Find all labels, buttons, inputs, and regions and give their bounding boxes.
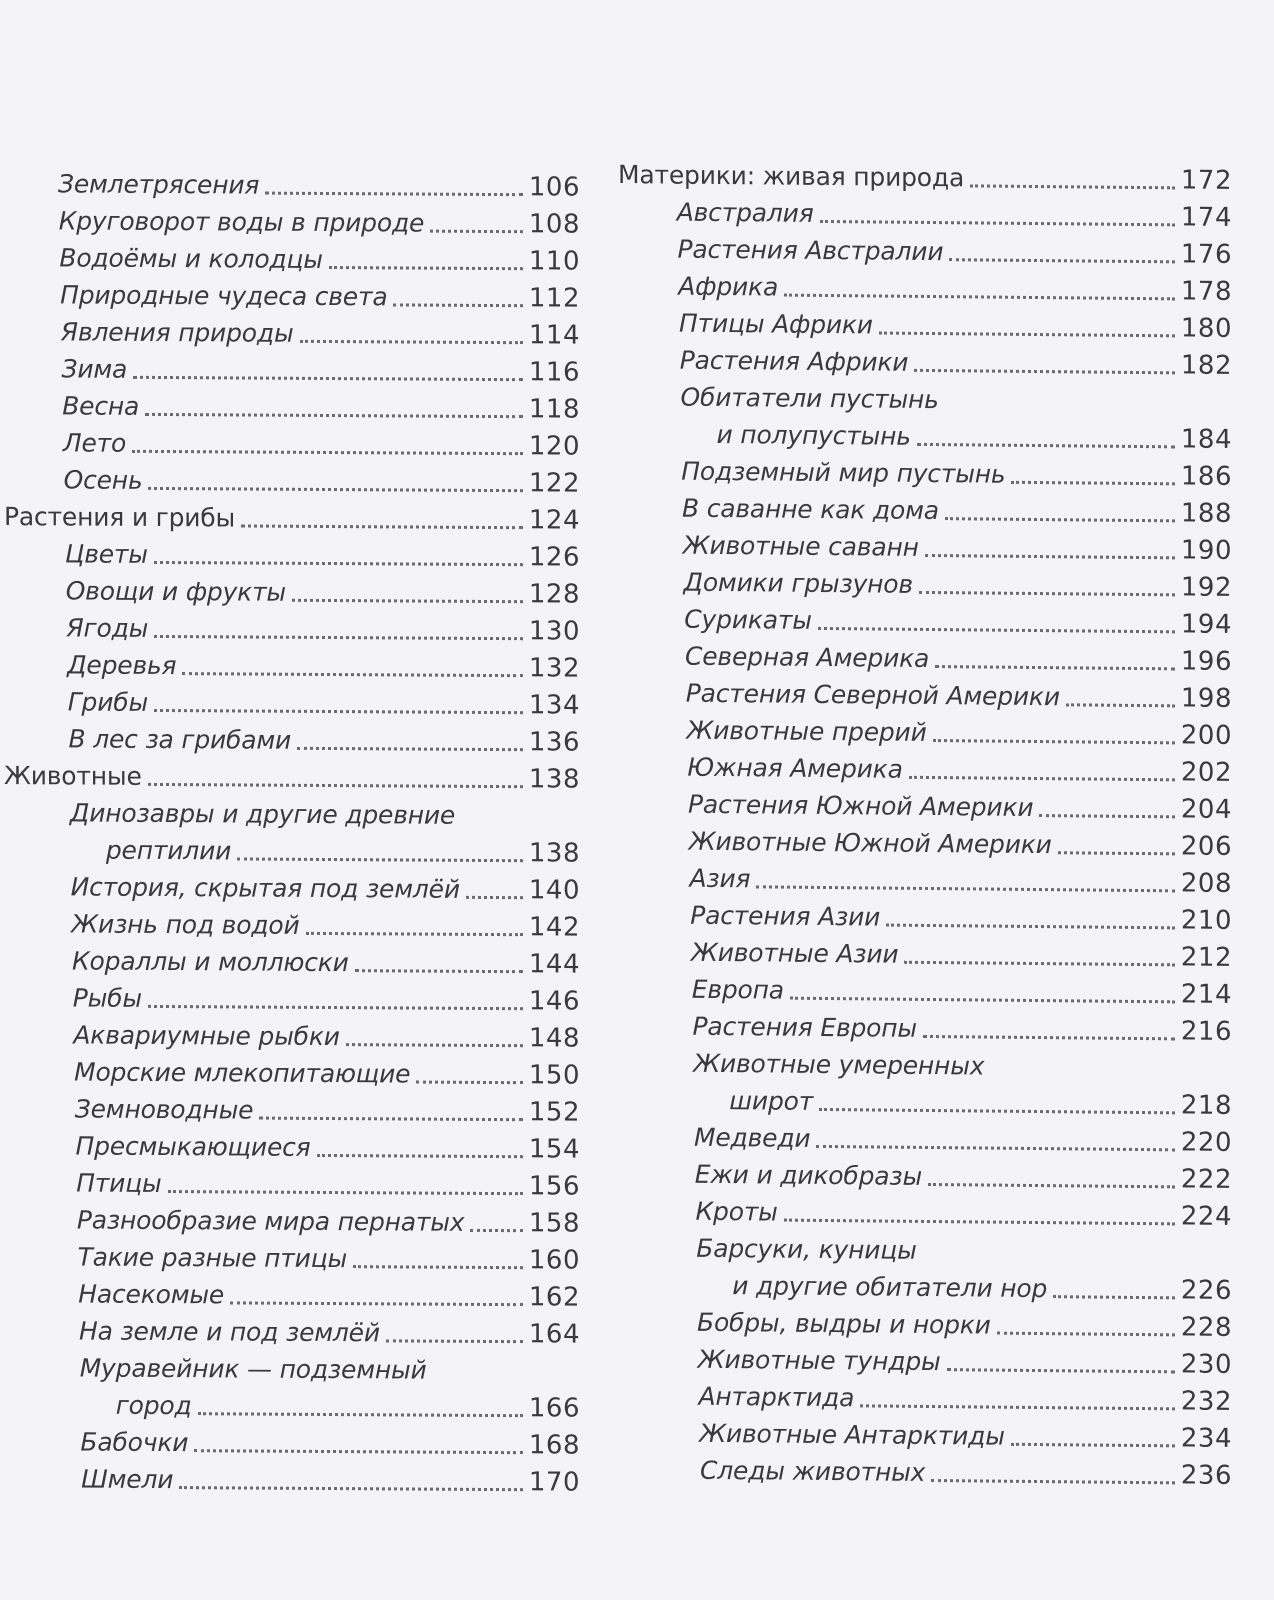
page-number: 112: [528, 283, 580, 314]
page-number: 192: [1180, 572, 1232, 603]
toc-entry: [0, 643, 580, 684]
page-number: 154: [528, 1134, 580, 1165]
page-number: 166: [528, 1393, 580, 1424]
dot-leader: [179, 1486, 523, 1491]
toc-entry: [0, 310, 580, 351]
toc-section-entry: [618, 153, 1232, 196]
page-number: 228: [1180, 1312, 1232, 1343]
entry-title: Грибы: [67, 687, 148, 717]
dot-leader: [237, 857, 523, 862]
entry-title: Разнообразие мира пернатых: [76, 1205, 465, 1237]
toc-entry: [618, 1448, 1232, 1491]
dot-leader: [935, 665, 1175, 670]
entry-title: На земле и под землёй: [79, 1316, 380, 1348]
page-number: 138: [528, 838, 580, 869]
toc-entry: [618, 893, 1232, 936]
toc-entry: [618, 560, 1232, 603]
page-number: 152: [528, 1097, 580, 1128]
entry-title: широт: [729, 1086, 814, 1116]
page-number: 180: [1180, 313, 1232, 344]
dot-leader: [928, 1183, 1175, 1188]
dot-leader: [386, 1339, 523, 1343]
entry-title: Барсуки, куницы: [696, 1233, 917, 1265]
dot-leader: [917, 443, 1175, 448]
page-number: 118: [528, 394, 580, 425]
page-number: 226: [1180, 1275, 1232, 1306]
dot-leader: [784, 294, 1175, 301]
page-number: 186: [1180, 461, 1232, 492]
toc-entry: [0, 606, 580, 647]
entry-title: Аквариумные рыбки: [73, 1020, 340, 1052]
entry-title: Подземный мир пустынь: [681, 456, 1006, 489]
entry-title: Азия: [689, 863, 751, 894]
toc-entry: [618, 301, 1232, 344]
entry-title: Муравейник — подземный: [79, 1353, 427, 1385]
toc-entry: [0, 236, 580, 277]
page-number: 114: [528, 320, 580, 351]
page-number: 182: [1180, 350, 1232, 381]
toc-entry: [618, 597, 1232, 640]
toc-entry: [618, 782, 1232, 825]
entry-title: Материки: живая природа: [618, 160, 965, 193]
entry-title: Растения Северной Америки: [685, 678, 1060, 712]
entry-title: Животные саванн: [682, 530, 919, 562]
entry-title: Домики грызунов: [683, 567, 913, 599]
page-number: 138: [528, 764, 580, 795]
entry-title: Африка: [678, 271, 779, 302]
page-number: 106: [528, 172, 580, 203]
page-number: 236: [1180, 1460, 1232, 1491]
page-number: 162: [528, 1282, 580, 1313]
page-number: 136: [528, 727, 580, 758]
toc-left-column: [0, 162, 580, 1498]
entry-title: Животные Антарктиды: [699, 1418, 1005, 1451]
entry-title: Растения Австралии: [677, 234, 944, 267]
page-number: 120: [528, 431, 580, 462]
toc-entry: [0, 458, 580, 499]
dot-leader: [198, 1412, 523, 1417]
dot-leader: [931, 1479, 1175, 1484]
page-number: 124: [528, 505, 580, 536]
dot-leader: [470, 1229, 522, 1232]
entry-title: В саванне как дома: [682, 493, 939, 526]
page-number: 130: [528, 616, 580, 647]
dot-leader: [1066, 703, 1175, 707]
toc-entry: [618, 1115, 1232, 1158]
page-number: 196: [1180, 646, 1232, 677]
dot-leader: [292, 599, 523, 603]
page-number: 132: [528, 653, 580, 684]
dot-leader: [784, 1219, 1175, 1226]
dot-leader: [819, 1108, 1175, 1114]
entry-title: Европа: [691, 974, 784, 1005]
page-number: 160: [528, 1245, 580, 1276]
entry-title: Следы животных: [700, 1455, 926, 1487]
dot-leader: [300, 340, 523, 344]
toc-entry: [0, 421, 580, 462]
page-number: 150: [528, 1060, 580, 1091]
toc-entry: [0, 347, 580, 388]
toc-entry: [618, 523, 1232, 566]
page-number: 230: [1180, 1349, 1232, 1380]
entry-title: Землетрясения: [58, 169, 260, 200]
dot-leader: [346, 1043, 523, 1047]
dot-leader: [148, 783, 523, 788]
dot-leader: [297, 747, 523, 751]
toc-entry: [0, 569, 580, 610]
toc-entry: [0, 1050, 580, 1091]
dot-leader: [886, 924, 1175, 930]
toc-entry: [0, 1198, 580, 1239]
toc-entry: [0, 1420, 580, 1461]
entry-title: Обитатели пустынь: [680, 382, 939, 415]
page-number: 178: [1180, 276, 1232, 307]
dot-leader: [132, 450, 523, 455]
toc-entry: [0, 1272, 580, 1313]
entry-title: Животные прерий: [686, 715, 927, 747]
page-number: 164: [528, 1319, 580, 1350]
page-number: 210: [1180, 905, 1232, 936]
page-number: 126: [528, 542, 580, 573]
entry-title: Кроты: [695, 1196, 778, 1227]
dot-leader: [194, 1449, 523, 1454]
toc-entry: [618, 338, 1232, 381]
entry-title: Животные Южной Америки: [688, 826, 1052, 860]
dot-leader: [133, 376, 523, 381]
page-number: 232: [1180, 1386, 1232, 1417]
entry-title: и полупустынь: [716, 419, 911, 451]
entry-title: Динозавры и другие древние: [69, 798, 456, 830]
dot-leader: [416, 1081, 522, 1085]
entry-title: Овощи и фрукты: [65, 576, 286, 607]
entry-title: Такие разные птицы: [77, 1242, 348, 1274]
entry-title: Животные: [4, 761, 142, 791]
dot-leader: [904, 961, 1174, 967]
toc-entry: [618, 190, 1232, 233]
toc-entry: [0, 1087, 580, 1128]
entry-title: Ежи и дикобразы: [694, 1159, 923, 1191]
dot-leader: [265, 192, 523, 197]
entry-title: Пресмыкающиеся: [75, 1131, 311, 1162]
toc-entry: [0, 976, 580, 1017]
dot-leader: [790, 997, 1175, 1004]
dot-leader: [466, 896, 523, 899]
dot-leader: [945, 517, 1175, 522]
toc-entry: [618, 1226, 1232, 1306]
entry-title: Антарктида: [698, 1381, 855, 1413]
dot-leader: [259, 1117, 523, 1122]
page-number: 148: [528, 1023, 580, 1054]
entry-title: Птицы: [76, 1168, 162, 1198]
page-number: 128: [528, 579, 580, 610]
entry-title: город: [115, 1390, 192, 1421]
entry-title: Жизнь под водой: [71, 909, 300, 940]
toc-entry: [618, 819, 1232, 862]
entry-title: Явления природы: [60, 317, 294, 348]
toc-entry: [618, 856, 1232, 899]
entry-title: Природные чудеса света: [60, 280, 388, 312]
toc-entry: [0, 1309, 580, 1350]
dot-leader: [154, 561, 523, 566]
page-number: 142: [528, 912, 580, 943]
entry-title: Водоёмы и колодцы: [59, 243, 323, 274]
dot-leader: [148, 487, 522, 492]
dot-leader: [1011, 1443, 1175, 1448]
entry-title: Северная Америка: [685, 641, 930, 673]
toc-entry: [0, 1346, 580, 1424]
dot-leader: [145, 413, 523, 418]
entry-title: Сурикаты: [684, 604, 812, 635]
toc-entry: [0, 1124, 580, 1165]
page-number: 234: [1180, 1423, 1232, 1454]
dot-leader: [879, 332, 1175, 338]
dot-leader: [1011, 481, 1174, 486]
page-number: 204: [1180, 794, 1232, 825]
toc-entry: [0, 791, 580, 869]
toc-entry: [0, 199, 580, 240]
toc-right-column: [618, 153, 1232, 1491]
toc-entry: [0, 532, 580, 573]
entry-title: Насекомые: [78, 1279, 225, 1310]
toc-entry: [0, 1235, 580, 1276]
toc-entry: [618, 1152, 1232, 1195]
entry-title: Кораллы и моллюски: [72, 946, 349, 978]
toc-entry: [618, 1004, 1232, 1047]
dot-leader: [914, 369, 1175, 375]
dot-leader: [241, 524, 523, 529]
page-number: 194: [1180, 609, 1232, 640]
dot-leader: [909, 776, 1175, 782]
dot-leader: [860, 1404, 1175, 1410]
toc-entry: [618, 1374, 1232, 1417]
dot-leader: [230, 1301, 523, 1306]
toc-entry: [0, 1161, 580, 1202]
toc-entry: [0, 1013, 580, 1054]
page-number: 172: [1180, 165, 1232, 196]
entry-title: Австралия: [676, 197, 814, 228]
page-number: 202: [1180, 757, 1232, 788]
entry-title: Птицы Африки: [679, 308, 873, 340]
dot-leader: [818, 627, 1175, 633]
toc-entry: [618, 745, 1232, 788]
entry-title: Лето: [62, 428, 127, 458]
dot-leader: [168, 1190, 523, 1195]
page-number: 184: [1180, 424, 1232, 455]
page-number: 146: [528, 986, 580, 1017]
page-number: 198: [1180, 683, 1232, 714]
dot-leader: [923, 1035, 1175, 1040]
dot-leader: [329, 266, 523, 270]
entry-title: Круговорот воды в природе: [58, 206, 425, 238]
toc-entry: [618, 1337, 1232, 1380]
page-number: 218: [1180, 1090, 1232, 1121]
toc-entry: [618, 264, 1232, 307]
dot-leader: [355, 969, 523, 973]
dot-leader: [949, 258, 1174, 263]
toc-entry: [0, 162, 580, 203]
dot-leader: [947, 1368, 1175, 1373]
entry-title: В лес за грибами: [68, 724, 292, 755]
dot-leader: [816, 1145, 1174, 1151]
page-number: 190: [1180, 535, 1232, 566]
page-number: 168: [528, 1430, 580, 1461]
page-number: 122: [528, 468, 580, 499]
entry-title: Растения Южной Америки: [688, 789, 1034, 822]
dot-leader: [925, 554, 1175, 559]
entry-title: Рыбы: [72, 983, 142, 1013]
entry-title: Бобры, выдры и норки: [697, 1307, 991, 1340]
entry-title: Южная Америка: [687, 752, 903, 784]
dot-leader: [820, 220, 1175, 226]
toc-entry: [618, 930, 1232, 973]
toc-entry: [0, 680, 580, 721]
page-number: 200: [1180, 720, 1232, 751]
dot-leader: [1039, 814, 1174, 818]
entry-title: Ягоды: [66, 613, 149, 643]
dot-leader: [970, 184, 1175, 189]
entry-title: Земноводные: [74, 1094, 254, 1125]
toc-entry: [618, 1300, 1232, 1343]
entry-title: Животные умеренных: [693, 1048, 985, 1081]
toc-section-entry: [0, 754, 580, 795]
page-number: 116: [528, 357, 580, 388]
dot-leader: [756, 885, 1174, 892]
toc-entry: [618, 227, 1232, 270]
page-number: 220: [1180, 1127, 1232, 1158]
page-number: 208: [1180, 868, 1232, 899]
toc-entry: [0, 384, 580, 425]
toc-entry: [618, 671, 1232, 714]
page-number: 176: [1180, 239, 1232, 270]
entry-title: Растения Европы: [692, 1011, 917, 1043]
page-number: 212: [1180, 942, 1232, 973]
dot-leader: [997, 1332, 1175, 1337]
toc-entry: [618, 449, 1232, 492]
entry-title: Весна: [62, 391, 140, 421]
toc-entry: [618, 708, 1232, 751]
page-number: 224: [1180, 1201, 1232, 1232]
dot-leader: [1053, 1295, 1175, 1299]
toc-entry: [618, 634, 1232, 677]
entry-title: Растения Африки: [679, 345, 909, 377]
toc-section-entry: [0, 495, 580, 536]
dot-leader: [1058, 851, 1175, 855]
entry-title: Растения Азии: [690, 900, 881, 932]
toc-entry: [618, 375, 1232, 455]
entry-title: Зима: [61, 354, 128, 384]
entry-title: рептилии: [105, 835, 232, 866]
dot-leader: [148, 1005, 523, 1010]
page-number: 222: [1180, 1164, 1232, 1195]
page-number: 134: [528, 690, 580, 721]
entry-title: Деревья: [67, 650, 177, 681]
page-number: 110: [528, 246, 580, 277]
page-number: 140: [528, 875, 580, 906]
entry-title: и другие обитатели нор: [732, 1271, 1048, 1304]
page-number: 108: [528, 209, 580, 240]
dot-leader: [317, 1154, 523, 1158]
page-number: 206: [1180, 831, 1232, 862]
dot-leader: [353, 1265, 523, 1269]
toc-entry: [0, 939, 580, 980]
entry-title: Медведи: [694, 1122, 811, 1153]
toc-entry: [0, 717, 580, 758]
page-number: 144: [528, 949, 580, 980]
toc-entry: [618, 486, 1232, 529]
entry-title: Растения и грибы: [4, 502, 236, 533]
toc-entry: [618, 967, 1232, 1010]
toc-entry: [618, 1189, 1232, 1232]
entry-title: История, скрытая под землёй: [70, 872, 460, 904]
toc-entry: [0, 273, 580, 314]
entry-title: Животные Азии: [691, 937, 899, 969]
dot-leader: [933, 739, 1175, 744]
dot-leader: [154, 635, 523, 640]
toc-entry: [618, 1411, 1232, 1454]
page-number: 156: [528, 1171, 580, 1202]
dot-leader: [306, 932, 523, 936]
dot-leader: [182, 672, 522, 677]
toc-entry: [0, 902, 580, 943]
toc-entry: [0, 865, 580, 906]
page-number: 214: [1180, 979, 1232, 1010]
entry-title: Бабочки: [80, 1427, 189, 1458]
page-number: 174: [1180, 202, 1232, 233]
dot-leader: [919, 591, 1175, 596]
dot-leader: [154, 709, 523, 714]
toc-entry: [0, 1457, 580, 1498]
page-number: 188: [1180, 498, 1232, 529]
dot-leader: [430, 230, 523, 234]
toc-entry: [618, 1041, 1232, 1121]
dot-leader: [393, 303, 522, 307]
page-number: 170: [528, 1467, 580, 1498]
page-number: 158: [528, 1208, 580, 1239]
entry-title: Цветы: [65, 539, 148, 569]
entry-title: Шмели: [81, 1464, 174, 1495]
entry-title: Морские млекопитающие: [74, 1057, 411, 1089]
page-number: 216: [1180, 1016, 1232, 1047]
entry-title: Осень: [63, 465, 143, 495]
entry-title: Животные тундры: [697, 1344, 941, 1377]
